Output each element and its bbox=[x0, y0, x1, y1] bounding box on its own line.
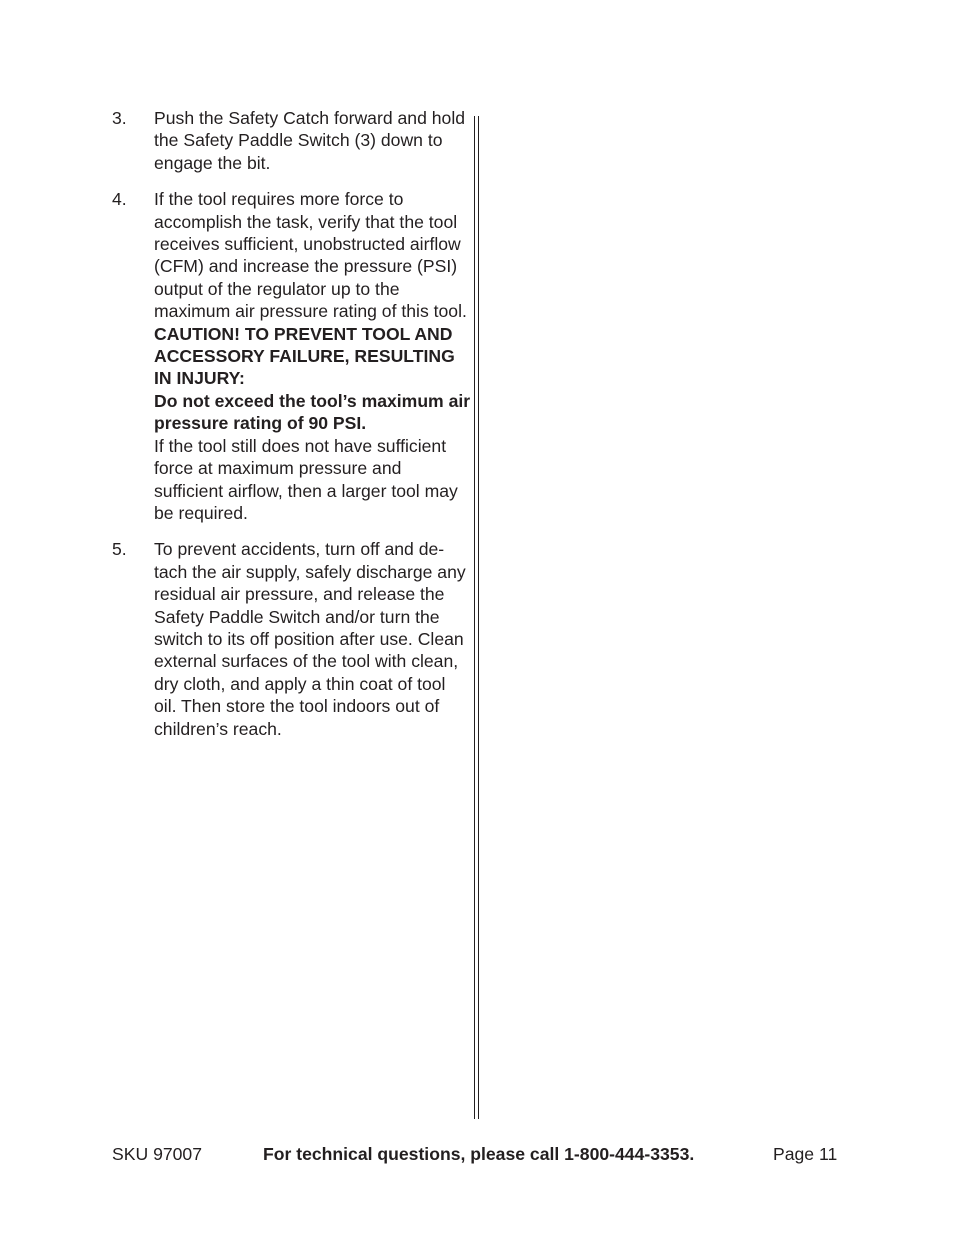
caution-heading: CAUTION! TO PREVENT TOOL AND ACCESSORY FAILURE, RESULTING IN INJURY: bbox=[154, 323, 455, 389]
caution-text: Do not exceed the tool’s maximum air pressure rating of 90 PSI. bbox=[154, 390, 471, 434]
step-number: 5. bbox=[112, 539, 127, 560]
step-3 bbox=[112, 107, 472, 174]
step-number: 4. bbox=[112, 189, 127, 210]
instructions-column bbox=[112, 107, 472, 740]
step-text: If the tool requires more force to accomplish the task, verify that the tool receives sufficient, unobstructed airflow (CFM) and increase the pressure (PSI) output of the regulator up to the maximum air pressure rating of this tool. bbox=[154, 189, 467, 322]
page-number: Page 11 bbox=[773, 1144, 838, 1164]
step-text: Push the Safety Catch forward and hold the Safety Paddle Switch (3) down to engage the bit. bbox=[154, 108, 466, 173]
column-divider bbox=[474, 116, 479, 1119]
step-text: To prevent accidents, turn off and de-tach the air supply, safely discharge any residual air pressure, and release the Safety Paddle Switch and/or turn the switch to its off position after use. Clean external surfaces of the tool with clean, dry cloth, and apply a thin coat of tool oil. Then store the tool indoors out of children’s reach. bbox=[154, 539, 466, 739]
step-number: 3. bbox=[112, 108, 127, 128]
page-footer bbox=[0, 1142, 954, 1166]
technical-support-line: For technical questions, please call 1-800-444-3353. bbox=[263, 1144, 695, 1164]
sku-label: SKU 97007 bbox=[112, 1144, 202, 1164]
step-5 bbox=[112, 538, 472, 740]
step-4 bbox=[112, 188, 472, 524]
step-followup-text: If the tool still does not have sufficient force at maximum pressure and sufficient airflow, then a larger tool may be required. bbox=[154, 435, 458, 523]
